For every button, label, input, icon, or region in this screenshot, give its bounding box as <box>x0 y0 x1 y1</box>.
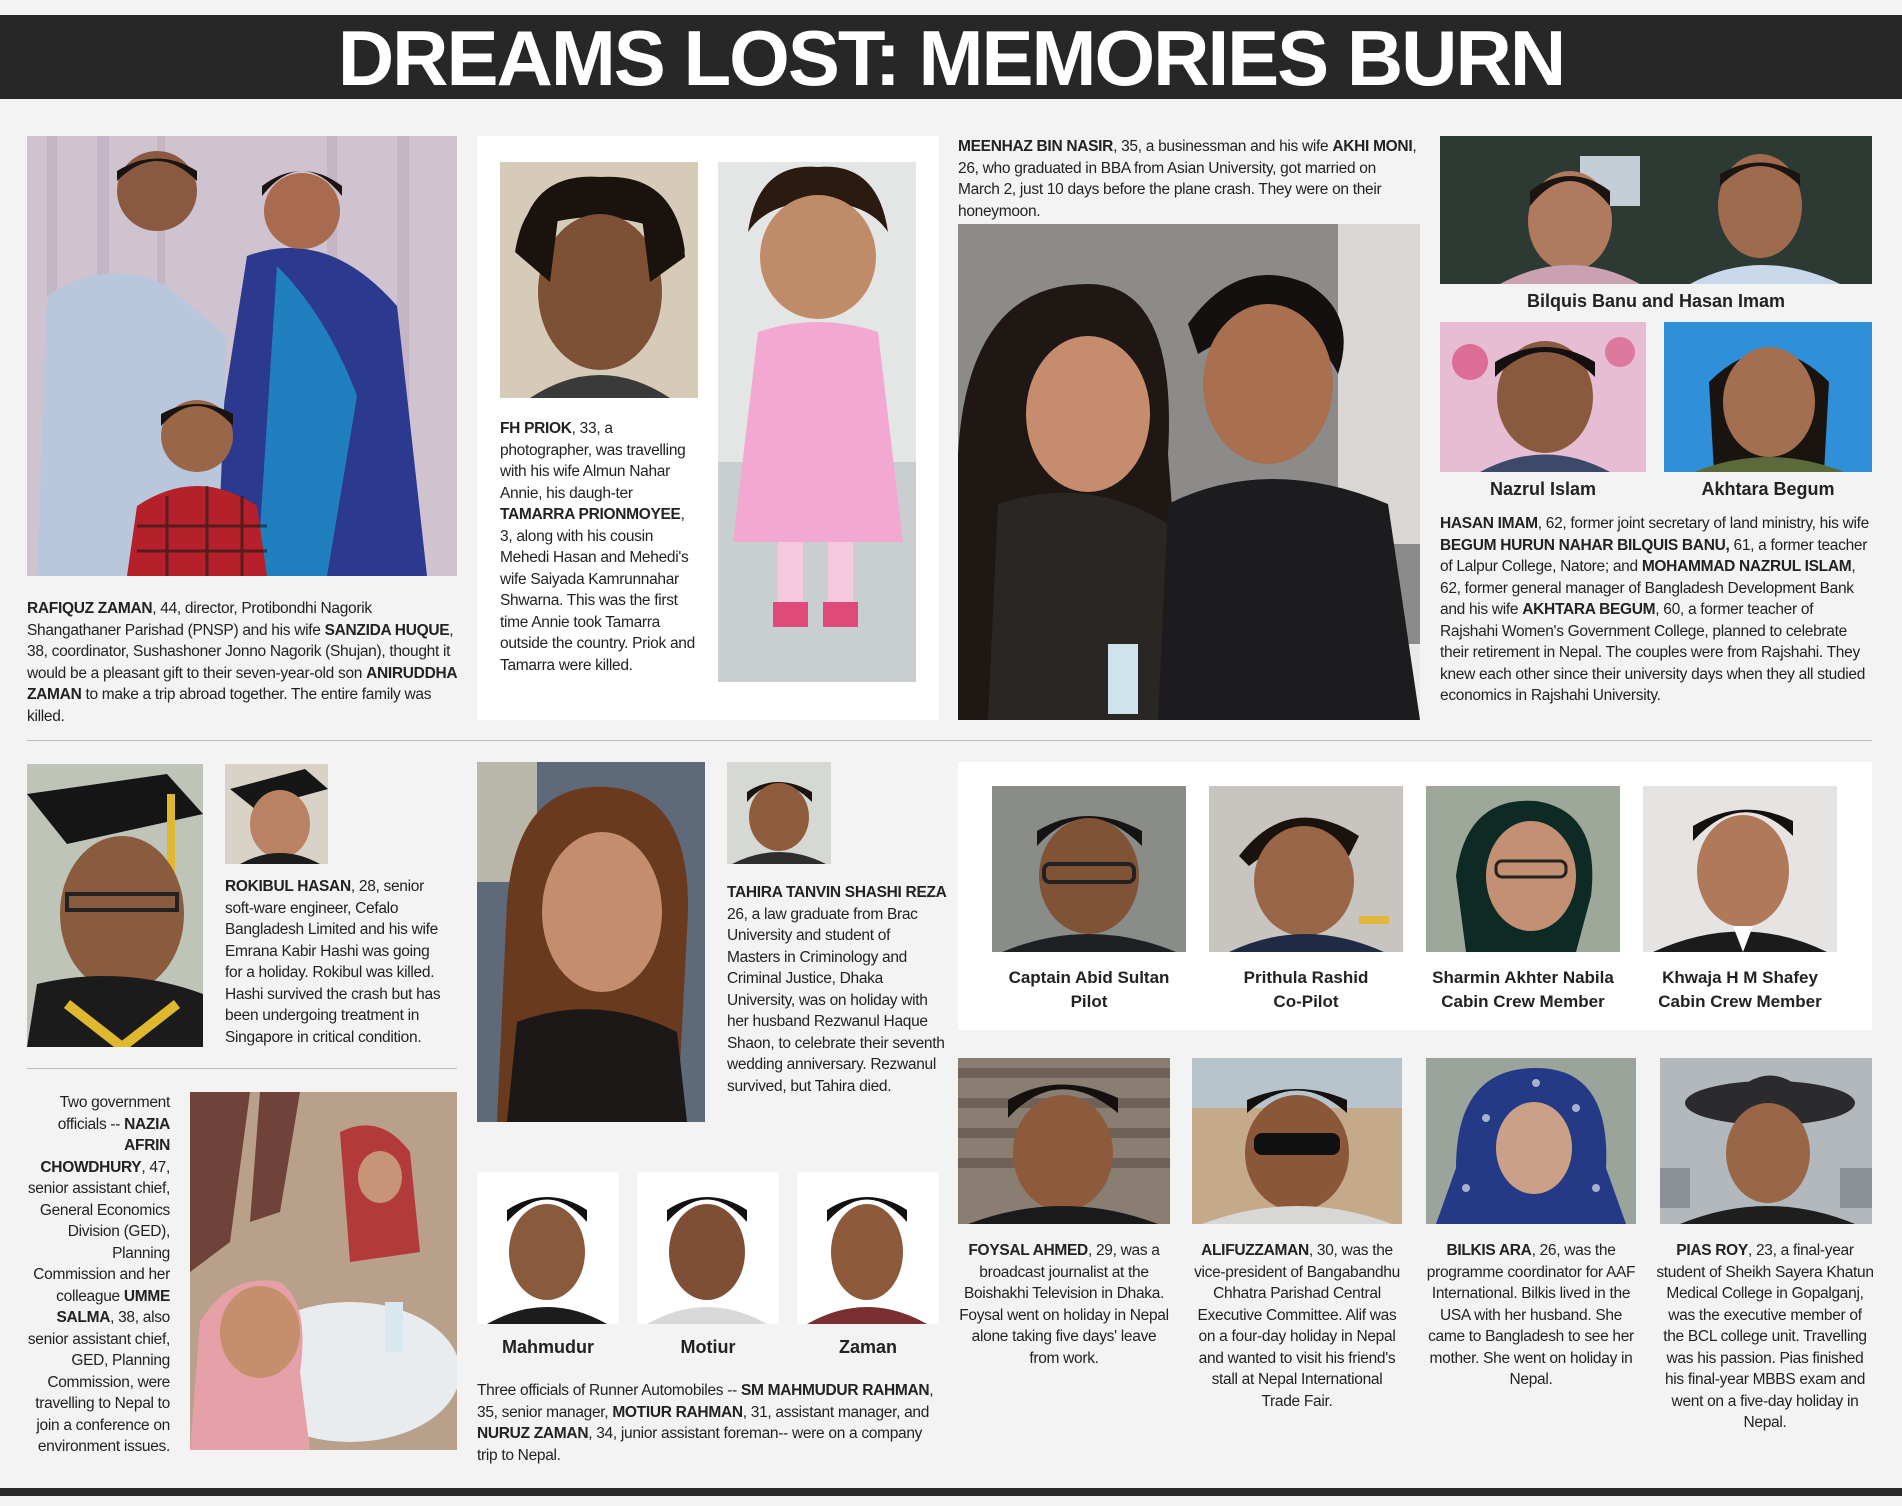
crew-photo-copilot <box>1209 786 1403 952</box>
bottom-rule <box>0 1488 1902 1496</box>
crew-name-1: Prithula Rashid <box>1243 968 1369 987</box>
alifuzzaman-photo <box>1192 1058 1402 1224</box>
crew-name-0: Captain Abid Sultan <box>1008 968 1170 987</box>
nazrul-islam-photo <box>1440 322 1646 472</box>
rokibul-photo <box>27 764 203 1047</box>
label-akhtara-begum: Akhtara Begum <box>1701 479 1835 499</box>
crew-name-2: Sharmin Akhter Nabila <box>1432 968 1614 987</box>
rokibul-caption: ROKIBUL HASAN, 28, senior soft-ware engineer, Cefalo Bangladesh Limited and his wife Emrana Kabir Hashi was going for a holiday. Rokibul was killed. Hashi survived the crash but has been undergoing treatment in Singapore in critical condition. <box>225 878 441 1046</box>
zaman-family-photo <box>27 136 457 576</box>
label-nazrul-islam: Nazrul Islam <box>1489 479 1597 499</box>
officials-caption: Two government officials -- NAZIA AFRIN CHOWDHURY, 47, senior assistant chief, General Economics Division (GED), Planning Commission and her colleague UMME SALMA, 38, also senior assistant chief, GED, Planning Commission, were travelling to Nepal to join a conference on environment issues. <box>27 1094 170 1455</box>
crew-photo-nabila <box>1426 786 1620 952</box>
mahmudur-photo <box>477 1172 619 1324</box>
crew-name-3: Khwaja H M Shafey <box>1662 968 1818 987</box>
tahira-photo <box>477 762 705 1122</box>
zaman-photo <box>797 1172 939 1324</box>
pias-roy-caption: PIAS ROY, 23, a final-year student of Sheikh Sayera Khatun Medical College in Gopalganj, was the executive member of the BCL college unit. Travelling was his passion. Pias finished his final-year MBBS exam and went on a five-day holiday in Nepal. <box>1656 1242 1874 1431</box>
foysal-caption: FOYSAL AHMED, 29, was a broadcast journalist at the Boishakhi Television in Dhaka. Foysal went on holiday in Nepal alone taking five days' leave from work. <box>959 1242 1169 1367</box>
label-bilquis-hasan: Bilquis Banu and Hasan Imam <box>1526 291 1786 311</box>
hashi-photo <box>225 764 328 864</box>
nazia-umme-photo <box>190 1092 457 1450</box>
rokibul-divider <box>27 1068 457 1069</box>
label-zaman: Zaman <box>838 1337 898 1357</box>
crew-role-1: Co-Pilot <box>1273 992 1339 1011</box>
headline-banner <box>0 14 1902 102</box>
crew-role-0: Pilot <box>1070 992 1108 1011</box>
fh-priok-photo <box>500 162 698 398</box>
crew-role-3: Cabin Crew Member <box>1658 992 1822 1011</box>
foysal-photo <box>958 1058 1170 1224</box>
tahira-caption: TAHIRA TANVIN SHASHI REZA 26, a law graduate from Brac University and student of Masters in Criminology and Criminal Justice, Dhaka University, was on holiday with her husband Rezwanul Haque Shaon, to celebrate their seventh wedding anniversary. Rezwanul survived, but Tahira died. <box>727 884 947 1095</box>
akhtara-begum-photo <box>1664 322 1872 472</box>
bilkis-ara-photo <box>1426 1058 1636 1224</box>
crew-role-2: Cabin Crew Member <box>1441 992 1605 1011</box>
label-mahmudur: Mahmudur <box>502 1337 594 1357</box>
crew-photo-pilot <box>992 786 1186 952</box>
zaman-family-caption: RAFIQUZ ZAMAN, 44, director, Protibondhi Nagorik Shangathaner Parishad (PNSP) and his wife SANZIDA HUQUE, 38, coordinator, Sushashoner Jonno Nagorik (Shujan), thought it would be a pleasant gift to their seven-year-old son ANIRUDDHA ZAMAN to make a trip abroad together. The entire family was killed. <box>27 600 457 725</box>
crew-photo-shafey <box>1643 786 1837 952</box>
runner-caption: Three officials of Runner Automobiles -- SM MAHMUDUR RAHMAN, 35, senior manager, MOTIUR RAHMAN, 31, assistant manager, and NURUZ ZAMAN, 34, junior assistant foreman-- were on a company trip to Nepal. <box>477 1382 934 1464</box>
alifuzzaman-caption: ALIFUZZAMAN, 30, was the vice-president of Bangabandhu Chhatra Parishad Central Executive Committee. Alif was on a four-day holiday in Nepal and wanted to visit his friend's stall at Nepal International Trade Fair. <box>1194 1242 1400 1410</box>
pias-roy-photo <box>1660 1058 1872 1224</box>
label-motiur: Motiur <box>680 1337 736 1357</box>
rezwanul-photo <box>727 762 831 864</box>
meenhaz-akhi-photo <box>958 224 1420 720</box>
rajshahi-caption: HASAN IMAM, 62, former joint secretary of land ministry, his wife BEGUM HURUN NAHAR BILQUIS BANU, 61, a former teacher of Lalpur College, Natore; and MOHAMMAD NAZRUL ISLAM, 62, former general manager of Bangladesh Development Bank and his wife AKHTARA BEGUM, 60, a former teacher of Rajshahi Women's Government College, planned to celebrate their retirement in Nepal. The couples were from Rajshahi. They knew each other since their university days when they all studied economics in Rajshahi University. <box>1440 515 1869 704</box>
bilquis-hasan-photo <box>1440 136 1872 284</box>
priok-caption: FH PRIOK, 33, a photographer, was travelling with his wife Almun Nahar Annie, his daugh-ter TAMARRA PRIONMOYEE, 3, along with his cousin Mehedi Hasan and Mehedi's wife Saiyada Kamrunnahar Shwarna. This was the first time Annie took Tamarra outside the country. Priok and Tamarra were killed. <box>500 420 695 674</box>
bilkis-ara-caption: BILKIS ARA, 26, was the programme coordinator for AAF International. Bilkis lived in the USA with her husband. She came to Bangladesh to see her mother. She went on holiday in Nepal. <box>1426 1242 1636 1388</box>
tamarra-photo <box>718 162 916 682</box>
headline: DREAMS LOST: MEMORIES BURN <box>337 14 1565 102</box>
section-divider <box>27 740 1872 741</box>
meenhaz-caption: MEENHAZ BIN NASIR, 35, a businessman and his wife AKHI MONI, 26, who graduated in BBA from Asian University, got married on March 2, just 10 days before the plane crash. They were on their honeymoon. <box>958 138 1417 220</box>
motiur-photo <box>637 1172 779 1324</box>
